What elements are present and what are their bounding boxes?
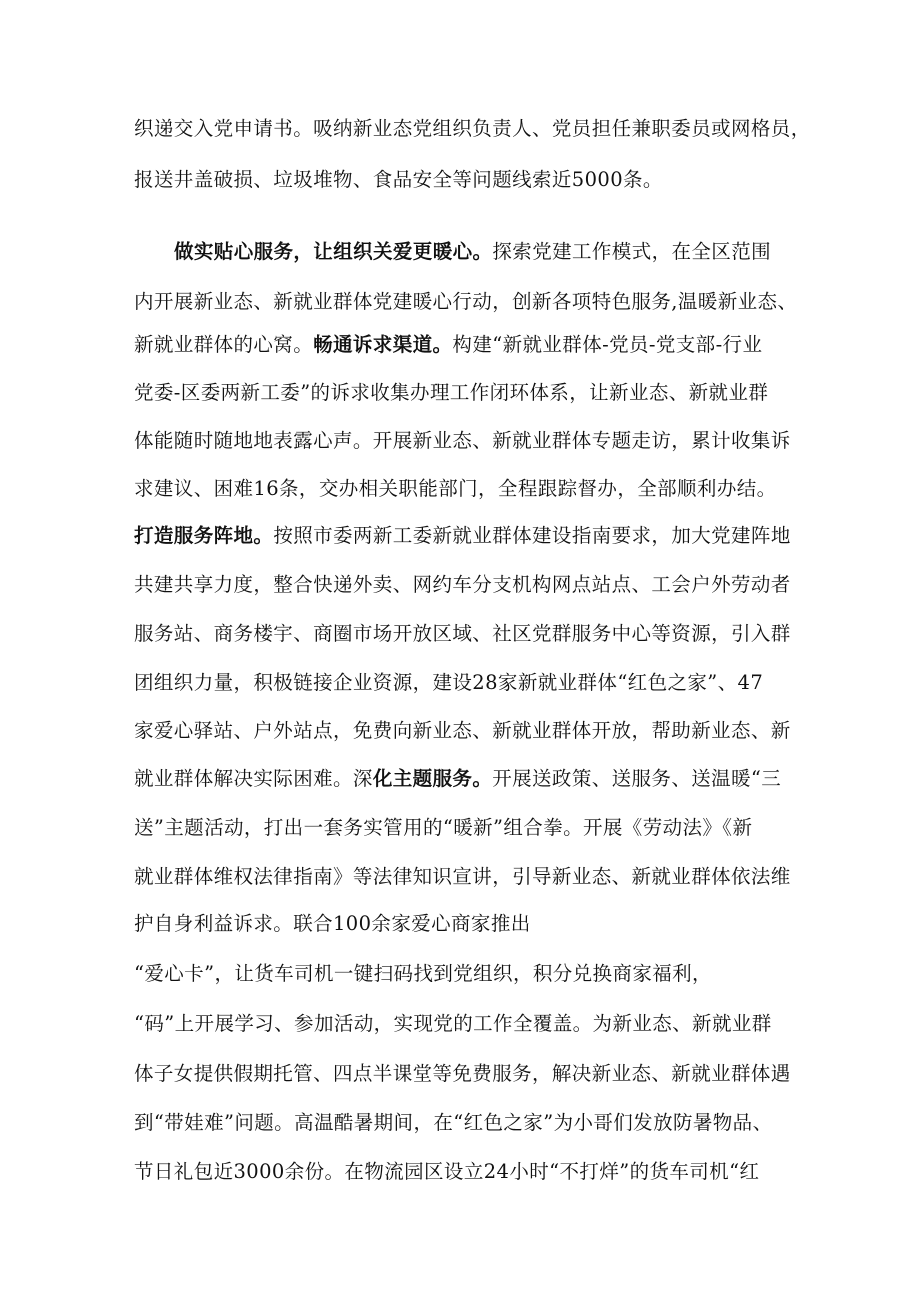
text-line-2 — [134, 167, 794, 193]
text-line-18 — [134, 961, 794, 987]
text-line-8 — [134, 476, 794, 502]
text-segment: 求建议、困难16条，交办相关职能部门，全程跟踪督办，全部顺利办结。 — [134, 477, 777, 500]
text-line-1 — [134, 116, 811, 142]
text-segment: 体子女提供假期托管、四点半课堂等免费服务，解决新业态、新就业群体遇 — [134, 1062, 791, 1085]
text-segment: 团组织力量，积极链接企业资源，建设28家新就业群体“红色之家”、47 — [134, 671, 764, 694]
text-segment: “码”上开展学习、参加活动，实现党的工作全覆盖。为新业态、新就业群 — [134, 1012, 772, 1035]
section-heading: 做实贴心服务，让组织关爱更暖心。 — [174, 240, 493, 263]
text-line-17 — [134, 911, 794, 937]
text-segment: 构建“新就业群体-党员-党支部-行业 — [452, 333, 763, 356]
text-segment: 内开展新业态、新就业群体党建暖心行动，创新各项特色服务,温暖新业态、 — [134, 290, 798, 313]
text-segment: 新就业群体的心窝。 — [134, 333, 314, 356]
text-line-3 — [174, 239, 794, 265]
text-segment: 按照市委两新工委新就业群体建设指南要求，加大党建阵地 — [273, 524, 791, 547]
text-line-9 — [134, 523, 794, 549]
subheading: 化主题服务。 — [372, 767, 493, 790]
text-segment: 护自身利益诉求。联合100余家爱心商家推出 — [134, 912, 531, 935]
text-line-4 — [134, 289, 798, 315]
text-line-6 — [134, 380, 794, 406]
text-segment: 开展送政策、送服务、送温暖“三 — [492, 767, 782, 790]
text-line-7 — [134, 428, 794, 454]
text-line-12 — [134, 670, 794, 696]
text-segment: 到“带娃难”问题。高温酷暑期间，在“红色之家”为小哥们发放防暑物品、 — [134, 1111, 773, 1134]
text-segment: 就业群体解决实际困难。深 — [134, 767, 373, 790]
text-segment: 报送井盖破损、垃圾堆物、食品安全等问题线索近5000条。 — [134, 168, 663, 191]
text-segment: “爱心卡”，让货车司机一键扫码找到党组织，积分兑换商家福利， — [134, 962, 712, 985]
text-line-20 — [134, 1061, 794, 1087]
text-segment: 节日礼包近3000余份。在物流园区设立24小时“不打烊”的货车司机“红 — [134, 1160, 760, 1183]
text-line-5 — [134, 332, 794, 358]
text-line-21 — [134, 1110, 794, 1136]
text-line-11 — [134, 621, 794, 647]
text-segment: 送”主题活动，打出一套务实管用的“暖新”组合拳。开展《劳动法》《新 — [134, 816, 753, 839]
text-segment: 就业群体维权法律指南》等法律知识宣讲，引导新业态、新就业群体依法维 — [134, 865, 791, 888]
text-line-16 — [134, 864, 794, 890]
text-line-19 — [134, 1011, 794, 1037]
text-line-15 — [134, 815, 794, 841]
text-segment: 党委-区委两新工委”的诉求收集办理工作闭环体系，让新业态、新就业群 — [134, 381, 769, 404]
text-line-13 — [134, 718, 794, 744]
text-segment: 体能随时随地地表露心声。开展新业态、新就业群体专题走访，累计收集诉 — [134, 429, 791, 452]
text-line-14 — [134, 766, 794, 792]
text-line-10 — [134, 572, 794, 598]
text-segment: 共建共享力度，整合快递外卖、网约车分支机构网点站点、工会户外劳动者 — [134, 573, 791, 596]
text-line-22 — [134, 1159, 794, 1185]
text-segment: 探索党建工作模式，在全区范围 — [492, 240, 772, 263]
text-segment: 服务站、商务楼宇、商圈市场开放区域、社区党群服务中心等资源，引入群 — [134, 622, 791, 645]
subheading: 畅通诉求渠道。 — [313, 333, 453, 356]
text-segment: 家爱心驿站、户外站点，免费向新业态、新就业群体开放，帮助新业态、新 — [134, 719, 791, 742]
subheading: 打造服务阵地。 — [134, 524, 274, 547]
text-segment: 织递交入党申请书。吸纳新业态党组织负责人、党员担任兼职委员或网格员， — [134, 117, 811, 140]
